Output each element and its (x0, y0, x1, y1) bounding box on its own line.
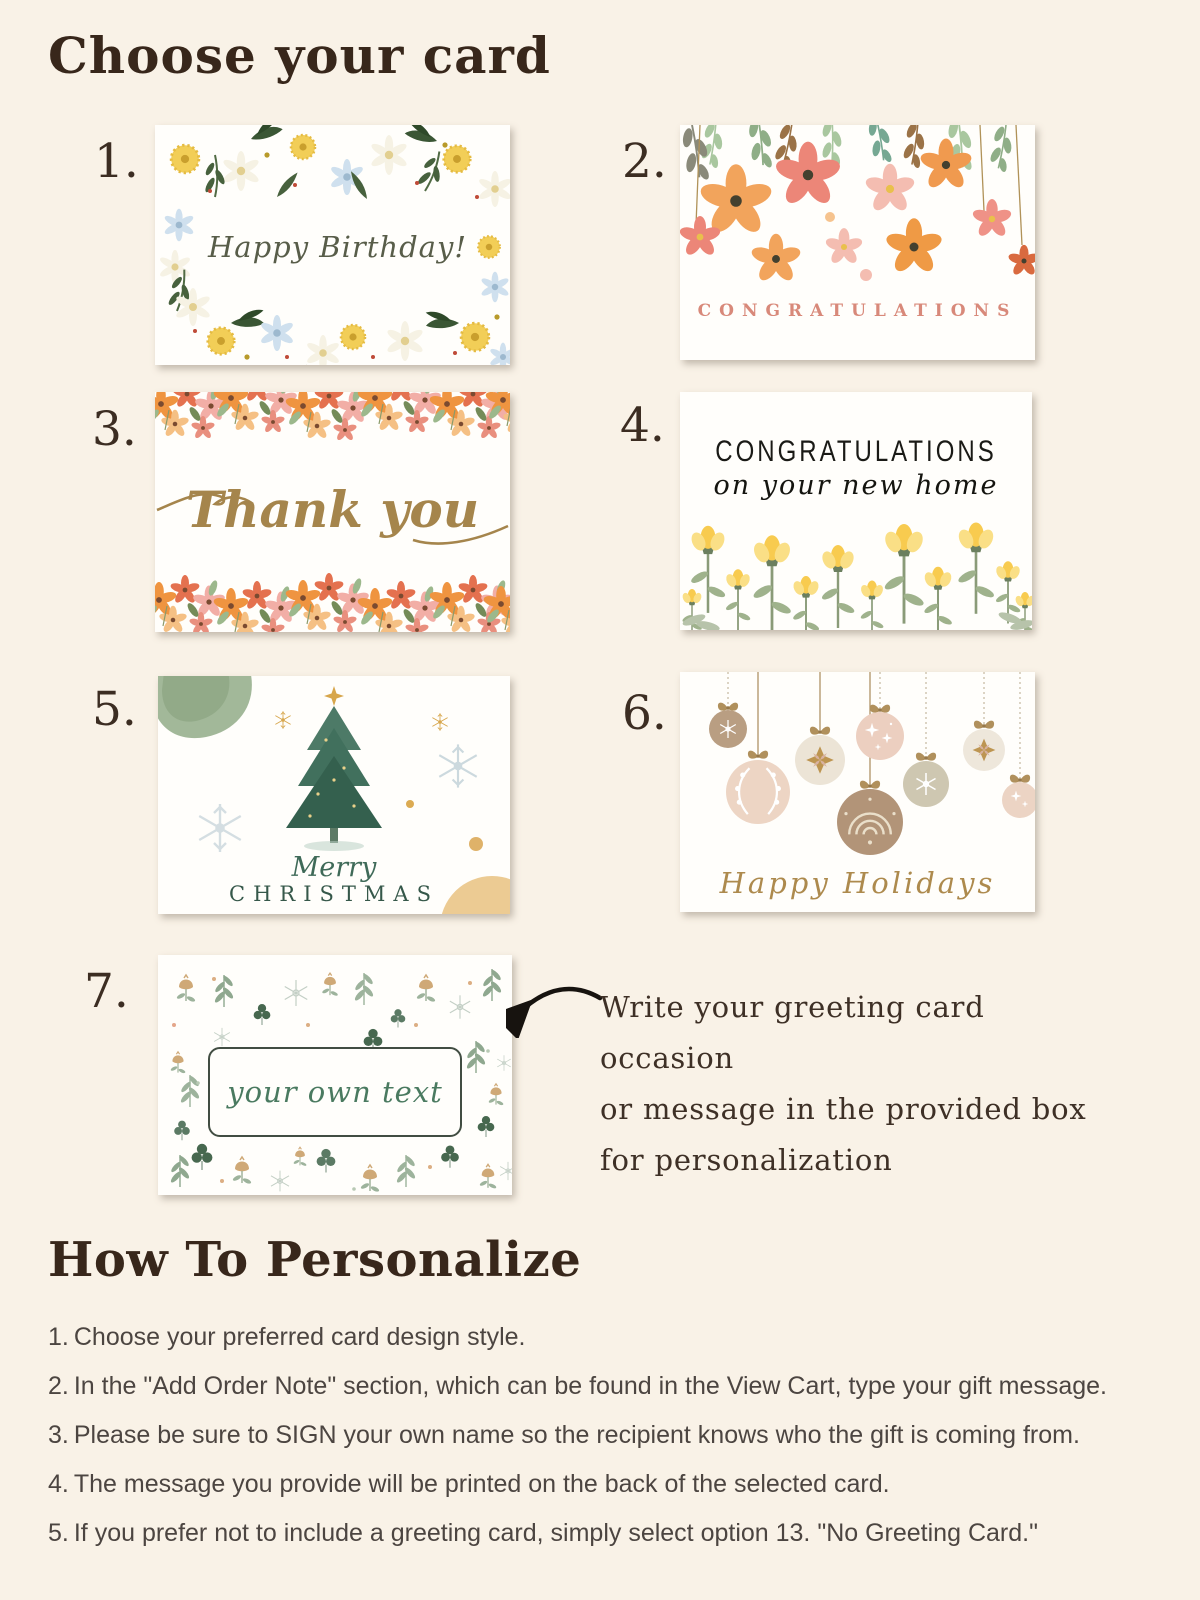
card-5-label: Merry (291, 852, 377, 883)
card-number-1: 1. (94, 134, 139, 189)
card-option-5-merry-christmas (158, 676, 510, 914)
page-title: Choose your card (48, 26, 551, 85)
card-6-label: Happy Holidays (719, 866, 996, 900)
card-number-4: 4. (620, 398, 665, 453)
step-3-text: Please be sure to SIGN your own name so the recipient knows who the gift is coming from. (73, 1421, 1080, 1449)
card-number-7: 7. (84, 964, 129, 1019)
card-number-2: 2. (622, 134, 667, 189)
step-2-number: 2. (48, 1372, 69, 1400)
instruction-step-4 (48, 1469, 1107, 1499)
step-1-text: Choose your preferred card design style. (73, 1323, 526, 1351)
section-title-how-to-personalize: How To Personalize (48, 1232, 582, 1288)
card-4-sublabel: on your new home (713, 470, 999, 501)
card-option-3-thank-you (155, 392, 510, 632)
annotation (600, 982, 1100, 1186)
card-number-5: 5. (92, 682, 137, 737)
card-2-label: CONGRATULATIONS (697, 301, 1018, 321)
card-3-label: Thank you (185, 480, 480, 539)
card-number-6: 6. (622, 686, 667, 741)
card-option-7-custom-text (158, 955, 512, 1195)
step-5-number: 5. (48, 1519, 69, 1547)
card-option-6-happy-holidays (680, 672, 1035, 912)
card-1-text-band (207, 205, 468, 289)
instruction-step-1 (48, 1322, 1107, 1352)
instruction-step-3 (48, 1420, 1107, 1450)
card-option-1-happy-birthday (155, 125, 510, 365)
step-3-number: 3. (48, 1421, 69, 1449)
card-option-2-congratulations (680, 125, 1035, 360)
card-7-custom-text-box (208, 1047, 462, 1137)
step-1-number: 1. (48, 1323, 69, 1351)
instructions-list (48, 1322, 1107, 1548)
step-2-text: In the "Add Order Note" section, which can be found in the View Cart, type your gift message. (73, 1372, 1107, 1400)
annotation-line-1: Write your greeting card occasion (600, 990, 985, 1075)
step-4-number: 4. (48, 1470, 69, 1498)
card-4-label: CONGRATULATIONS (715, 434, 997, 469)
card-2-floral-artwork (680, 125, 1035, 360)
annotation-arrow-icon (506, 986, 604, 1038)
annotation-line-3: for personalization (600, 1143, 893, 1177)
card-4-flower-artwork (680, 392, 1032, 630)
card-7-label: your own text (227, 1075, 443, 1109)
card-option-4-new-home (680, 392, 1032, 630)
card-number-3: 3. (92, 402, 137, 457)
step-5-text: If you prefer not to include a greeting card, simply select option 13. "No Greeting Card." (73, 1519, 1038, 1547)
annotation-line-2: or message in the provided box (600, 1092, 1087, 1126)
card-5-sublabel: CHRISTMAS (229, 882, 439, 906)
instruction-step-5 (48, 1518, 1107, 1548)
instruction-step-2 (48, 1371, 1107, 1401)
card-1-label: Happy Birthday! (208, 230, 467, 264)
step-4-text: The message you provide will be printed on the back of the selected card. (73, 1470, 890, 1498)
